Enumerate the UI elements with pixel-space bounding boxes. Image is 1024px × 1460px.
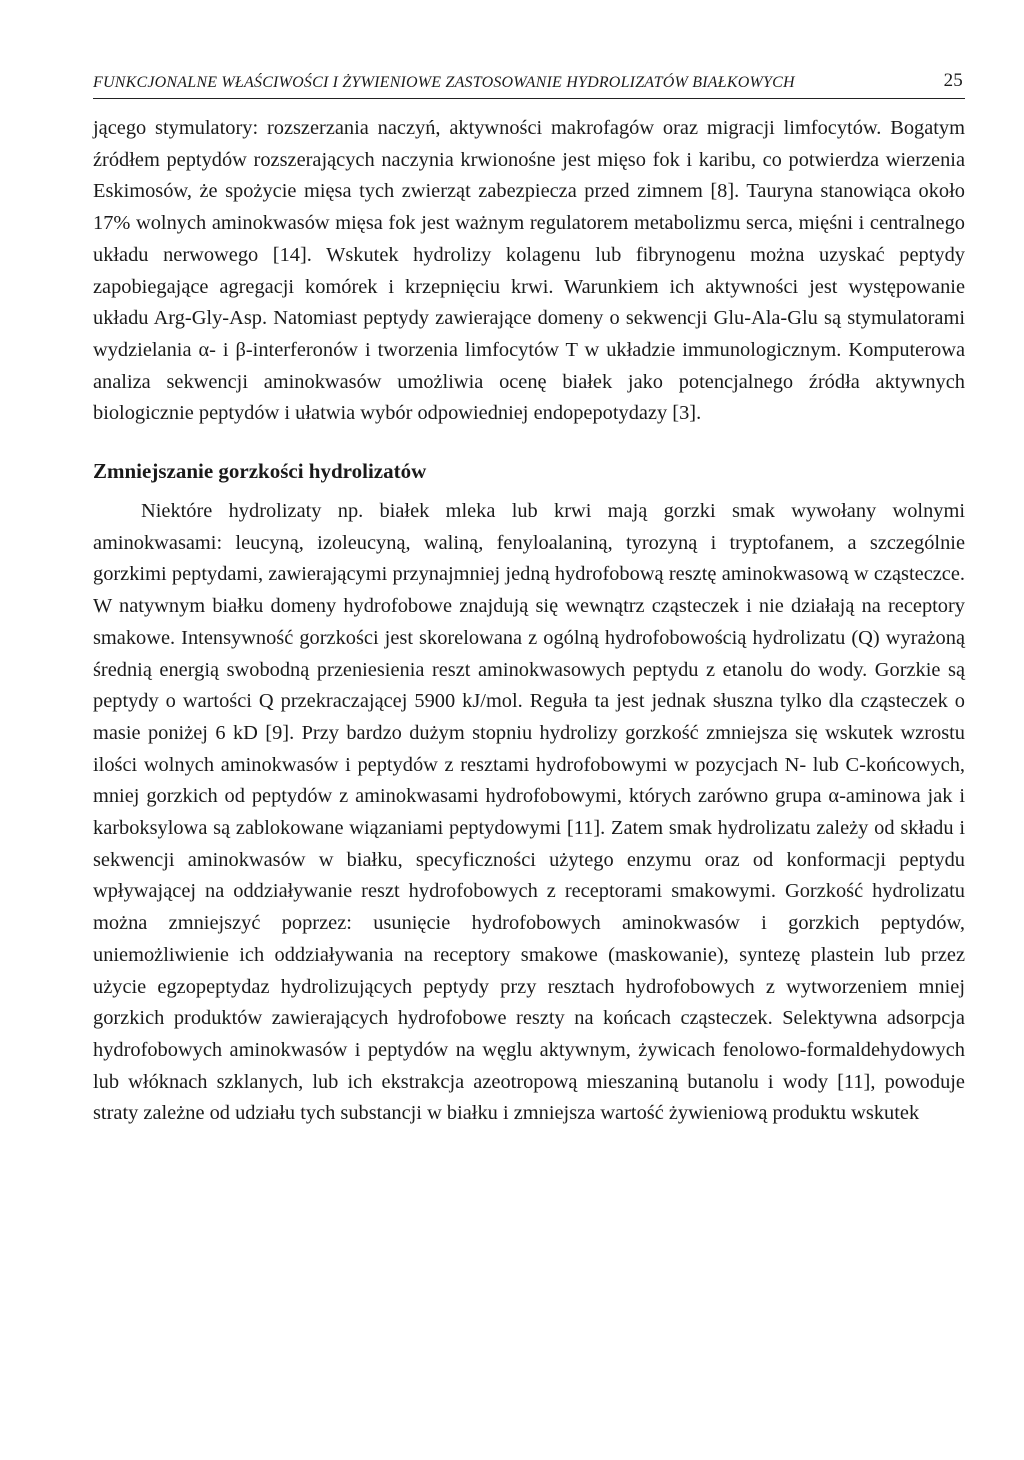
body-paragraph: Niektóre hydrolizaty np. białek mleka lub krwi mają gorzki smak wywołany wolnymi aminokwasami: leucyną, izoleucyną, waliną, fenyloalaniną, tyrozyną i tryptofanem, a szczególnie gorzkimi peptydami, zawierającymi przynajmniej jedną hydrofobową resztę aminokwasową w cząsteczce. W natywnym białku domeny hydrofobowe znajdują się wewnątrz cząsteczek i nie działają na receptory smakowe. Intensywność gorzkości jest skorelowana z ogólną hydrofobowością hydrolizatu (Q) wyrażoną średnią energią swobodną przeniesienia reszt aminokwasowych peptydu z etanolu do wody. Gorzkie są peptydy o wartości Q przekraczającej 5900 kJ/mol. Reguła ta jest jednak słuszna tylko dla cząsteczek o masie poniżej 6 kD [9]. Przy bardzo dużym stopniu hydrolizy gorzkość zmniejsza się wskutek wzrostu ilości wolnych aminokwasów i peptydów z resztami hydrofobowymi w pozycjach N- lub C-końcowych, mniej gorzkich od peptydów z aminokwasami hydrofobowymi, których zarówno grupa α-aminowa jak i karboksylowa są zablokowane wiązaniami peptydowymi [11]. Zatem smak hydrolizatu zależy od składu i sekwencji aminokwasów w białku, specyficzności użytego enzymu oraz od konformacji peptydu wpływającej na oddziaływanie reszt hydrofobowych z receptorami smakowymi. Gorzkość hydrolizatu można zmniejszyć poprzez: usunięcie hydrofobowych aminokwasów i gorzkich peptydów, uniemożliwienie ich oddziaływania na receptory smakowe (maskowanie), syntezę plastein lub przez użycie egzopeptydaz hydrolizujących peptydy przy resztach hydrofobowych z wytworzeniem mniej gorzkich produktów zawierających hydrofobowe reszty na końcach cząsteczek. Selektywna adsorpcja hydrofobowych aminokwasów i peptydów na węglu aktywnym, żywicach fenolowo-formaldehydowych lub włóknach szklanych, lub ich ekstrakcja azeotropową mieszaniną butanolu i wody [11], powoduje straty zależne od udziału tych substancji w białku i zmniejsza wartość żywieniową produktu wskutek (93, 500, 965, 1125)
running-header (93, 70, 965, 99)
document-page (93, 70, 965, 1130)
section-heading: Zmniejszanie gorzkości hydrolizatów (93, 459, 427, 484)
body-paragraph-continued: jącego stymulatory: rozszerzania naczyń, aktywności makrofagów oraz migracji limfocytów. Bogatym źródłem peptydów rozszerających naczynia krwionośne jest mięso fok i karibu, co potwierdza wierzenia Eskimosów, że spożycie mięsa tych zwierząt zabezpiecza przed zimnem [8]. Tauryna stanowiąca około 17% wolnych aminokwasów mięsa fok jest ważnym regulatorem metabolizmu serca, mięśni i centralnego układu nerwowego [14]. Wskutek hydrolizy kolagenu lub fibrynogenu można uzyskać peptydy zapobiegające agregacji komórek i krzepnięciu krwi. Warunkiem ich aktywności jest występowanie układu Arg-Gly-Asp. Natomiast peptydy zawierające domeny o sekwencji Glu-Ala-Glu są stymulatorami wydzielania α- i β-interferonów i tworzenia limfocytów T w układzie immunologicznym. Komputerowa analiza sekwencji aminokwasów umożliwia ocenę białek jako potencjalnego źródła aktywnych biologicznie peptydów i ułatwia wybór odpowiedniej endopepotydazy [3]. (93, 117, 965, 425)
page-number: 25 (943, 70, 963, 91)
running-header-title: FUNKCJONALNE WŁAŚCIWOŚCI I ŻYWIENIOWE ZASTOSOWANIE HYDROLIZATÓW BIAŁKOWYCH (93, 74, 795, 91)
